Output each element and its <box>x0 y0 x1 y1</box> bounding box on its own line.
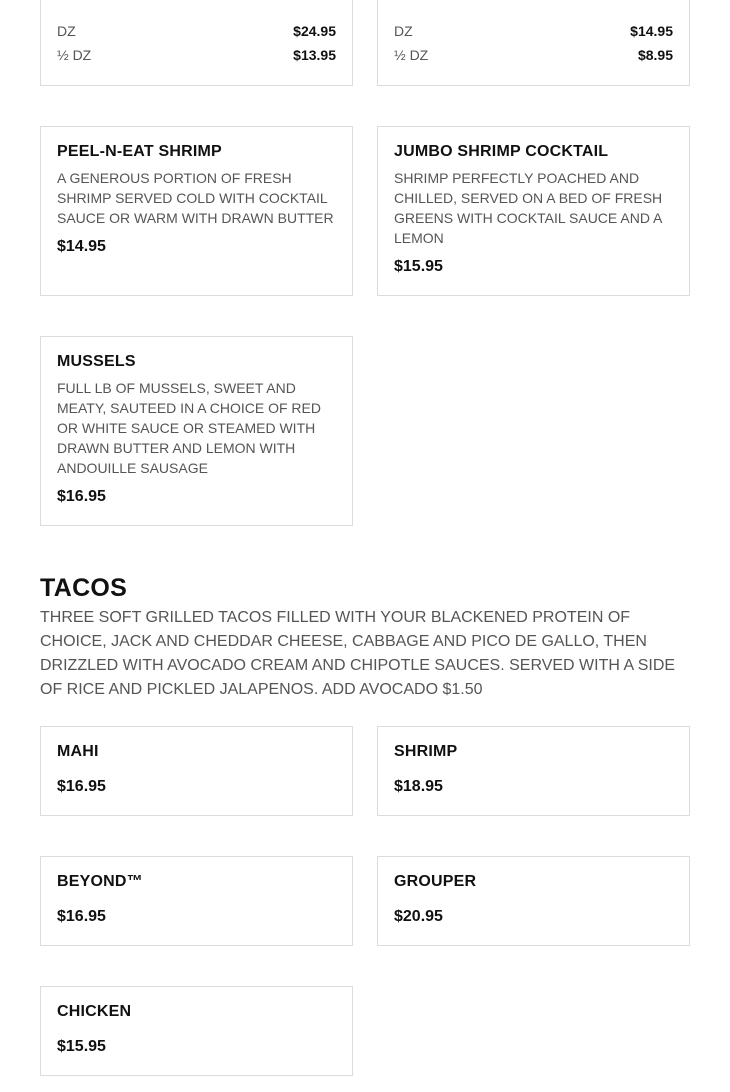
menu-card-taco-grouper <box>377 856 690 946</box>
price-row-dozen <box>394 21 673 41</box>
item-price: $16.95 <box>57 778 106 795</box>
item-title: CHICKEN <box>57 1003 132 1020</box>
item-title: JUMBO SHRIMP COCKTAIL <box>394 143 609 160</box>
price-value: $13.95 <box>293 47 336 63</box>
menu-card-peel-n-eat-shrimp <box>40 126 353 296</box>
menu-card-oysters-a <box>40 0 353 86</box>
section-title-tacos: TACOS <box>40 574 128 602</box>
size-label: ½ DZ <box>394 47 429 63</box>
item-price: $15.95 <box>394 258 443 275</box>
menu-card-mussels <box>40 336 353 526</box>
price-value: $14.95 <box>630 23 673 39</box>
size-label: DZ <box>394 23 413 39</box>
item-price: $18.95 <box>394 778 443 795</box>
item-price: $16.95 <box>57 488 106 505</box>
menu-card-taco-mahi <box>40 726 353 816</box>
price-value: $8.95 <box>637 47 673 63</box>
size-label: DZ <box>57 23 76 39</box>
size-label: ½ DZ <box>57 47 92 63</box>
price-value: $24.95 <box>293 23 336 39</box>
item-title: MUSSELS <box>57 353 136 370</box>
price-row-dozen <box>57 21 336 41</box>
item-title: BEYOND™ <box>57 873 143 890</box>
item-description: FULL LB OF MUSSELS, SWEET AND MEATY, SAUTEED IN A CHOICE OF RED OR WHITE SAUCE OR STEAMED WITH DRAWN BUTTER AND LEMON WITH ANDOUILLE SAUSAGE <box>57 380 321 476</box>
item-description: A GENEROUS PORTION OF FRESH SHRIMP SERVED COLD WITH COCKTAIL SAUCE OR WARM WITH DRAWN BUTTER <box>57 170 334 226</box>
menu-card-jumbo-shrimp-cocktail <box>377 126 690 296</box>
section-description-tacos: THREE SOFT GRILLED TACOS FILLED WITH YOUR BLACKENED PROTEIN OF CHOICE, JACK AND CHEDDAR CHEESE, CABBAGE AND PICO DE GALLO, THEN DRIZZLED WITH AVOCADO CREAM AND CHIPOTLE SAUCES. SERVED WITH A SIDE OF RICE AND PICKLED JALAPENOS. ADD AVOCADO $1.50 <box>40 609 676 698</box>
price-row-half-dozen <box>57 45 336 65</box>
item-price: $15.95 <box>57 1038 106 1055</box>
item-title: PEEL-N-EAT SHRIMP <box>57 143 222 160</box>
item-title: GROUPER <box>394 873 477 890</box>
item-price: $16.95 <box>57 908 106 925</box>
item-title: MAHI <box>57 743 99 760</box>
item-description: SHRIMP PERFECTLY POACHED AND CHILLED, SERVED ON A BED OF FRESH GREENS WITH COCKTAIL SAUCE AND A LEMON <box>394 170 663 246</box>
item-title: SHRIMP <box>394 743 458 760</box>
menu-card-taco-shrimp <box>377 726 690 816</box>
menu-card-taco-chicken <box>40 986 353 1076</box>
menu-card-oysters-b <box>377 0 690 86</box>
item-price: $20.95 <box>394 908 443 925</box>
price-row-half-dozen <box>394 45 673 65</box>
item-price: $14.95 <box>57 238 106 255</box>
menu-card-taco-beyond <box>40 856 353 946</box>
